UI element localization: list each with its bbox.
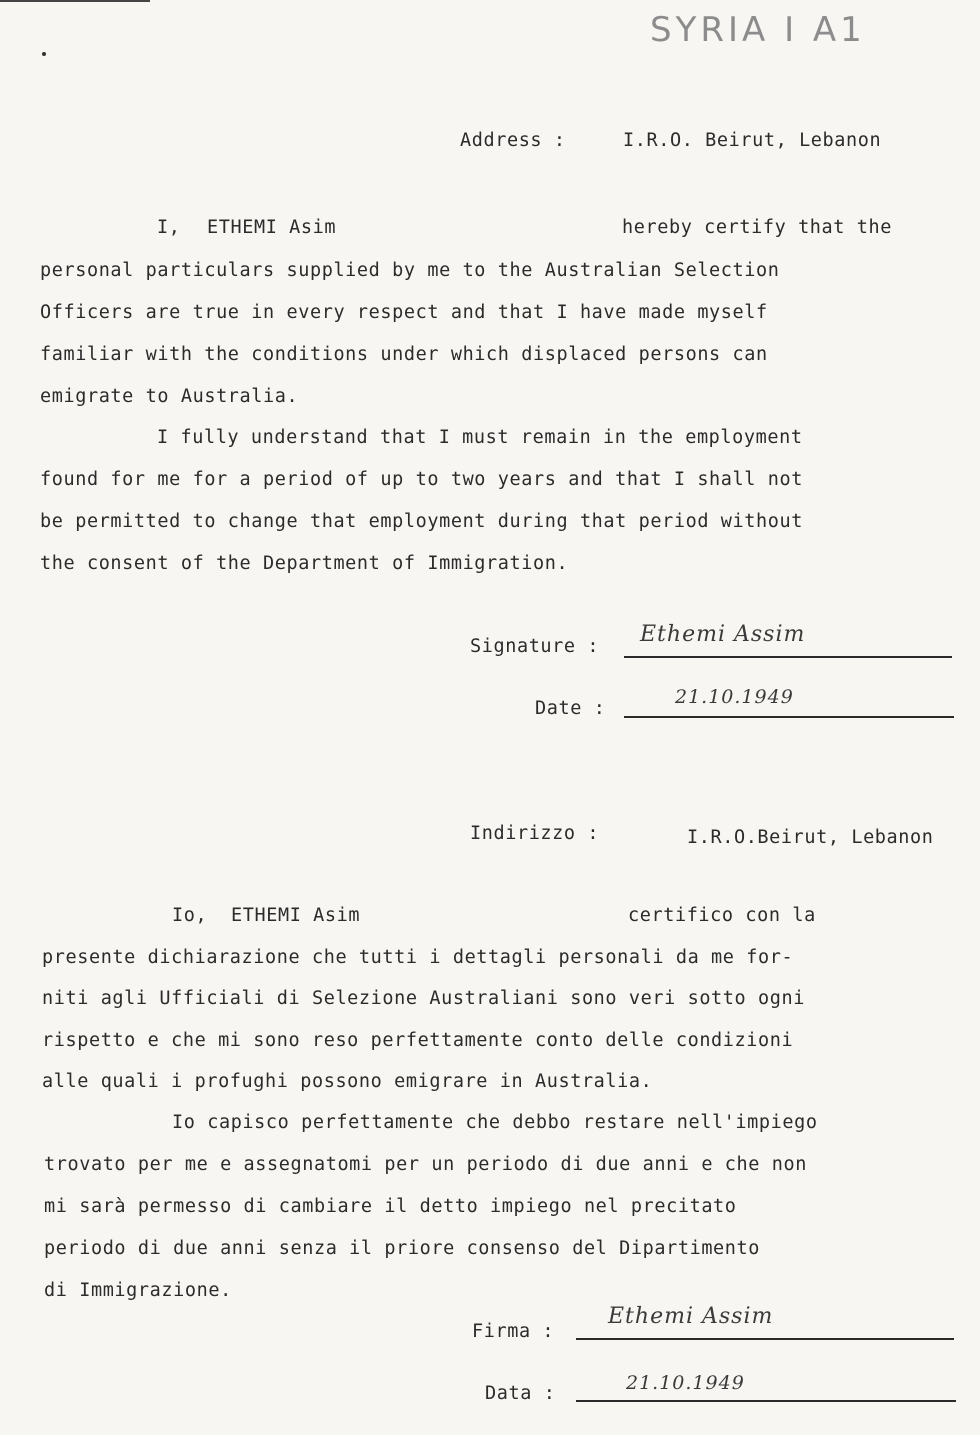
data-line: [576, 1400, 956, 1402]
body-line: the consent of the Department of Immigration.: [40, 553, 569, 574]
signature-line: [624, 656, 952, 658]
handwritten-firma: Ethemi Assim: [608, 1304, 774, 1329]
body-line: Officers are true in every respect and that I have made myself: [40, 302, 768, 323]
firma-label: Firma :: [472, 1321, 555, 1342]
archive-mark: SYRIA I A1: [650, 10, 866, 50]
indirizzo-label: Indirizzo :: [470, 823, 600, 844]
applicant-name-it: ETHEMI Asim: [231, 905, 361, 926]
handwritten-signature: Ethemi Assim: [640, 622, 806, 647]
date-label: Date :: [535, 698, 606, 719]
handwritten-data: 21.10.1949: [626, 1372, 745, 1394]
body-line-it: mi sarà permesso di cambiare il detto impiego nel precitato: [44, 1196, 737, 1217]
body-line: found for me for a period of up to two years and that I shall not: [40, 469, 803, 490]
body-line-it: di Immigrazione.: [44, 1280, 232, 1301]
data-label: Data :: [485, 1383, 556, 1404]
body-line-it: presente dichiarazione che tutti i dettagli personali da me for-: [42, 947, 794, 968]
body-line: emigrate to Australia.: [40, 386, 299, 407]
certifico-text: certifico con la: [628, 905, 816, 926]
body-line-it: rispetto e che mi sono reso perfettamente conto delle condizioni: [42, 1030, 794, 1051]
body-line-it: Io capisco perfettamente che debbo restare nell'impiego: [172, 1112, 818, 1133]
body-line: personal particulars supplied by me to the Australian Selection: [40, 260, 780, 281]
body-line-it: trovato per me e assegnatomi per un periodo di due anni e che non: [44, 1154, 807, 1175]
indirizzo-value: I.R.O.Beirut, Lebanon: [687, 827, 934, 848]
applicant-name: ETHEMI Asim: [207, 217, 337, 238]
body-line: I fully understand that I must remain in the employment: [157, 427, 803, 448]
firma-line: [576, 1338, 954, 1340]
handwritten-date: 21.10.1949: [675, 686, 794, 708]
body-line: familiar with the conditions under which displaced persons can: [40, 344, 768, 365]
top-edge-rule: [0, 0, 150, 2]
pronoun-it: Io,: [172, 905, 208, 926]
body-line: be permitted to change that employment during that period without: [40, 511, 803, 532]
certify-text: hereby certify that the: [622, 217, 892, 238]
address-value: I.R.O. Beirut, Lebanon: [623, 130, 882, 151]
address-label: Address :: [460, 130, 566, 151]
date-line: [624, 716, 954, 718]
signature-label: Signature :: [470, 636, 600, 657]
paper-speck: [42, 52, 46, 56]
body-line-it: periodo di due anni senza il priore consenso del Dipartimento: [44, 1238, 761, 1259]
body-line-it: alle quali i profughi possono emigrare in Australia.: [42, 1071, 653, 1092]
pronoun: I,: [157, 217, 181, 238]
body-line-it: niti agli Ufficiali di Selezione Australiani sono veri sotto ogni: [42, 988, 805, 1009]
